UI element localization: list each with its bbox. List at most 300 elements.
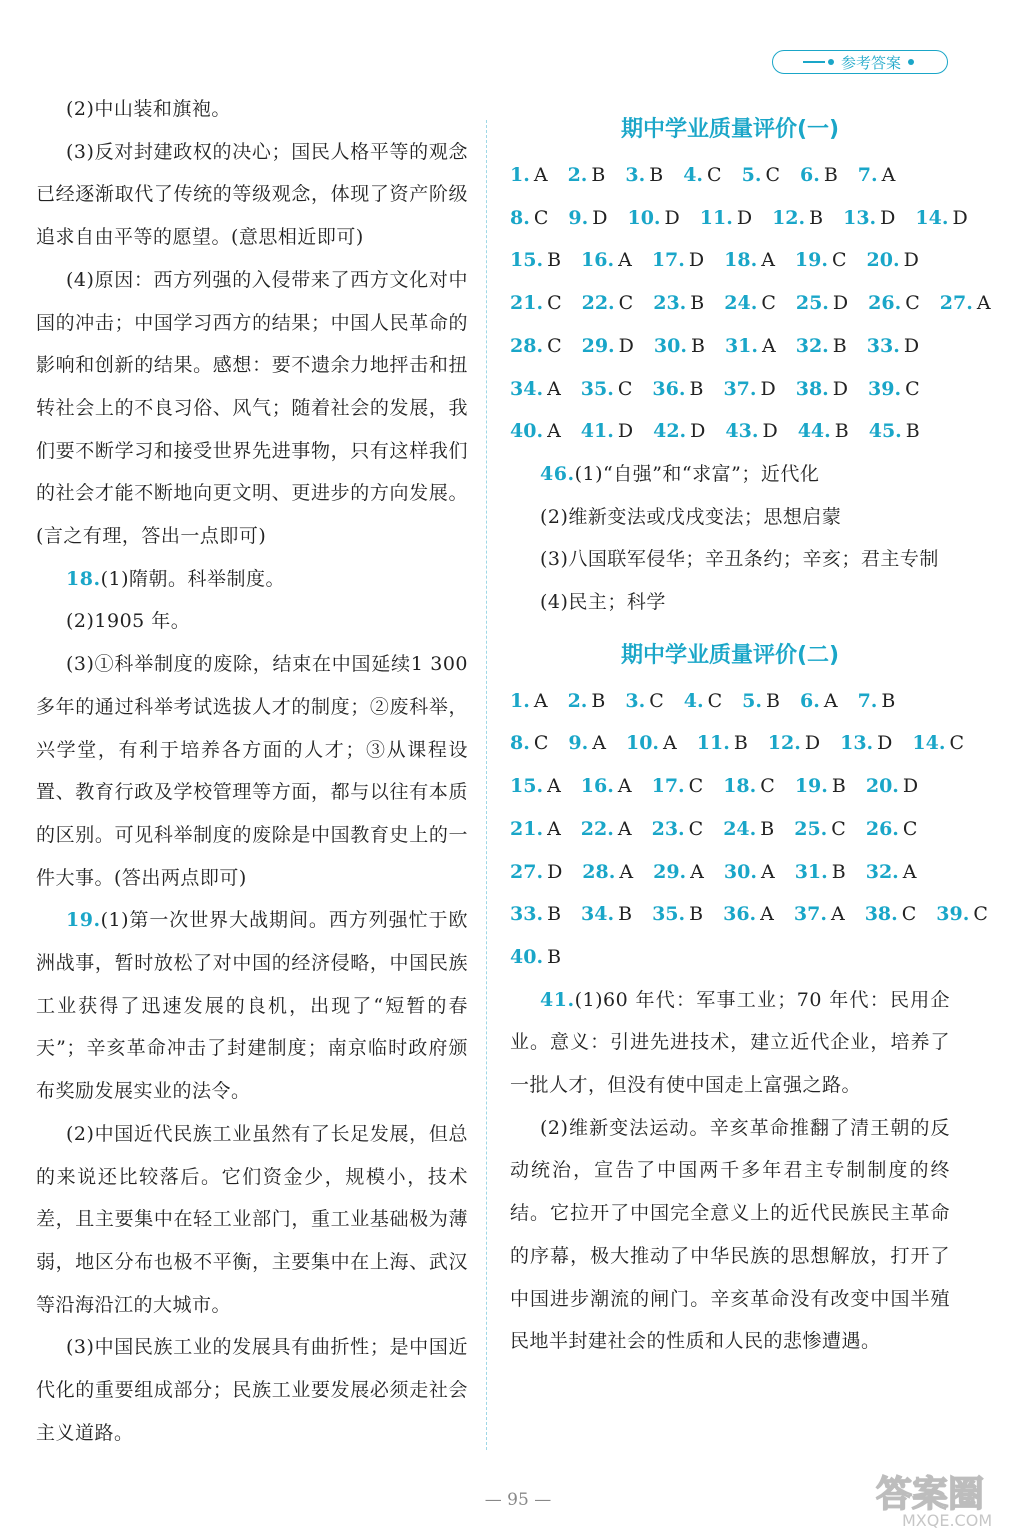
answer-letter: D [804, 732, 821, 755]
answer-letter: B [881, 689, 896, 712]
answer-letter: C [688, 817, 704, 840]
mc-row [510, 851, 950, 894]
mc-answer [723, 808, 774, 851]
answer-letter: B [690, 334, 705, 357]
mc-answer [725, 325, 776, 368]
answer-letter: C [760, 775, 775, 798]
question-number: 11. [699, 206, 733, 229]
question-number: 12. [767, 732, 801, 755]
mc-row [510, 368, 950, 411]
answer-letter: B [591, 164, 606, 186]
question-number: 15. [510, 775, 544, 798]
section-header-badge [772, 50, 948, 74]
question-number: 39. [868, 377, 902, 400]
mc-answer [912, 722, 964, 765]
answer-letter: C [765, 164, 780, 186]
question-number: 3. [625, 689, 646, 712]
mc-answer [800, 154, 838, 197]
answer-letter: A [547, 817, 561, 840]
answer-letter: C [533, 206, 549, 229]
answer-letter: A [533, 689, 548, 712]
answer-letter: B [591, 689, 606, 712]
answer-letter: D [902, 775, 919, 798]
answer-text: (4)民主；科学 [540, 591, 666, 614]
question-number: 15. [510, 249, 544, 272]
question-number: 21. [510, 292, 544, 315]
mc-answer [568, 197, 607, 240]
answer-letter: D [736, 206, 753, 229]
question-number: 6. [799, 164, 820, 186]
answer-letter: D [762, 420, 778, 443]
answer-letter: A [902, 860, 917, 883]
question-number: 32. [865, 860, 899, 883]
question-number: 13. [840, 732, 874, 755]
answer-letter: A [547, 420, 561, 443]
mc-answer [510, 808, 561, 851]
question-number: 26. [868, 292, 902, 315]
answer-letter: B [809, 206, 824, 229]
mc-row [510, 239, 950, 282]
question-number: 25. [795, 292, 829, 315]
answer-paragraph [36, 558, 468, 601]
mc-answer [625, 154, 663, 197]
answer-letter: C [547, 292, 562, 315]
mc-answer [581, 808, 632, 851]
answer-paragraph [510, 581, 950, 624]
answer-letter: D [903, 249, 919, 272]
mc-answers-2 [510, 680, 988, 979]
mc-answer [568, 154, 606, 197]
answer-letter: D [688, 249, 705, 272]
mc-answer [868, 282, 920, 325]
question-number: 5. [742, 689, 763, 712]
answer-letter: C [688, 775, 704, 798]
question-number: 4. [683, 689, 704, 712]
mc-row [510, 197, 968, 240]
mc-answer [866, 808, 918, 851]
answer-letter: C [902, 817, 918, 840]
answer-letter: D [832, 377, 849, 400]
mc-answer [869, 410, 920, 453]
question-number: 4. [683, 164, 704, 186]
answer-letter: B [618, 903, 633, 926]
answer-text: (1)“自强”和“求富”；近代化 [574, 462, 820, 485]
answer-text: (3)①科举制度的废除，结束在中国延续1 300多年的通过科举考试选拔人才的制度；②废科举，兴学堂，有利于培养各方面的人才；③从课程设置、教育行政及学校管理等方面，都与以往有本质的区别。可见科举制度的废除是中国教育史上的一件大事。(答出两点即可) [36, 653, 468, 889]
mc-answer [724, 282, 776, 325]
answer-letter: B [831, 775, 846, 798]
mc-answer [653, 851, 704, 894]
answer-letter: A [617, 817, 632, 840]
answer-letter: C [905, 292, 920, 315]
answer-text: (3)八国联军侵华；辛丑条约；辛亥；君主专制 [540, 548, 939, 571]
question-number: 16. [580, 775, 614, 798]
mc-answer [652, 808, 704, 851]
mc-answer [510, 722, 548, 765]
mc-answer [582, 282, 634, 325]
question-number: 17. [651, 775, 685, 798]
answer-letter: D [760, 377, 776, 400]
answer-text: (1)第一次世界大战期间。西方列强忙于欧洲战事，暂时放松了对中国的经济侵略，中国民族工业获得了迅速发展的良机，出现了“短暂的春天”；辛亥革命冲击了封建制度；南京临时政府颁布奖励发展实业的法令。 [36, 909, 468, 1103]
answer-letter: A [547, 775, 561, 798]
mc-answer [700, 197, 752, 240]
question-number: 23. [651, 817, 685, 840]
answer-letter: A [823, 689, 838, 712]
header-dot-right [908, 59, 914, 65]
mc-answer [796, 368, 848, 411]
question-number: 33. [866, 334, 900, 357]
mc-answer [858, 680, 896, 723]
answer-letter: B [831, 860, 846, 883]
answer-text: (2)维新变法运动。辛亥革命推翻了清王朝的反动统治，宣告了中国两千多年君主专制制度的终结。它拉开了中国完全意义上的近代民族民主革命的序幕，极大推动了中华民族的思想解放，打开了中国进步潮流的闸门。辛亥革命没有改变中国半殖民地半封建社会的性质和人民的悲惨遭遇。 [510, 1116, 950, 1353]
answers-paragraphs-1 [510, 453, 950, 624]
question-number: 33. [510, 903, 544, 926]
answer-paragraph [36, 259, 468, 558]
mc-answer [742, 154, 780, 197]
mc-answer [653, 410, 705, 453]
svg-text:答案圈: 答案圈 [876, 1474, 985, 1515]
question-number: 30. [653, 334, 687, 357]
answer-letter: D [880, 206, 896, 229]
mc-answer [794, 893, 845, 936]
question-number: 29. [581, 334, 615, 357]
answer-paragraph [510, 979, 950, 1107]
answer-text: (3)反对封建政权的决心；国民人格平等的观念已经逐渐取代了传统的等级观念，体现了资产阶级追求自由平等的愿望。(意思相近即可) [36, 140, 468, 249]
question-number: 1. [510, 164, 530, 186]
answer-paragraph [36, 1113, 468, 1327]
mc-answer [840, 722, 892, 765]
mc-answer [510, 851, 562, 894]
answer-letter: C [617, 377, 633, 400]
answer-text: (2)维新变法或戊戌变法；思想启蒙 [540, 505, 842, 528]
section-title-1: 期中学业质量评价(一) [620, 117, 840, 142]
mc-row [510, 722, 964, 765]
answer-letter: A [533, 164, 548, 186]
question-number: 2. [567, 689, 588, 712]
answer-letter: B [766, 689, 780, 712]
answer-letter: C [973, 903, 988, 926]
question-number: 11. [696, 732, 730, 755]
answer-letter: B [834, 420, 849, 443]
question-number: 19. [66, 909, 101, 932]
question-number: 20. [866, 249, 900, 272]
mc-answer [866, 851, 917, 894]
mc-answer [697, 722, 748, 765]
header-line-left [803, 61, 825, 63]
mc-answer [723, 893, 774, 936]
answer-letter: B [649, 164, 664, 186]
mc-answer [652, 239, 704, 282]
answer-letter: B [905, 420, 920, 443]
question-number: 16. [581, 249, 615, 272]
mc-row [510, 410, 950, 453]
mc-answer [723, 368, 775, 411]
question-number: 21. [510, 817, 544, 840]
mc-answer [510, 282, 562, 325]
mc-answer [510, 680, 548, 723]
answer-letter: C [831, 249, 847, 272]
answer-letter: D [617, 420, 634, 443]
question-number: 34. [581, 903, 615, 926]
answer-letter: D [664, 206, 680, 229]
question-number: 43. [725, 420, 759, 443]
question-number: 8. [510, 732, 530, 755]
question-number: 46. [540, 462, 575, 485]
answer-paragraph [510, 538, 950, 581]
question-number: 41. [540, 988, 575, 1011]
watermark-logo [872, 1470, 1022, 1530]
answer-letter: D [832, 292, 849, 315]
mc-answer [652, 368, 703, 411]
question-number: 27. [939, 292, 973, 315]
answer-letter: B [689, 903, 704, 926]
mc-answer [568, 722, 606, 765]
mc-row [510, 282, 991, 325]
answer-letter: A [619, 860, 634, 883]
mc-answer [582, 325, 634, 368]
question-number: 38. [864, 903, 898, 926]
mc-answer [510, 368, 561, 411]
question-number: 42. [653, 420, 687, 443]
mc-answer [868, 368, 920, 411]
mc-answer [768, 722, 820, 765]
question-number: 14. [912, 732, 946, 755]
answer-text: (2)中山装和旗袍。 [66, 98, 231, 120]
mc-answer [510, 410, 561, 453]
question-number: 37. [793, 903, 827, 926]
mc-answer [627, 197, 679, 240]
mc-answer [795, 851, 846, 894]
mc-answer [867, 325, 919, 368]
answer-letter: A [617, 775, 632, 798]
question-number: 25. [794, 817, 828, 840]
question-number: 36. [723, 903, 757, 926]
question-number: 3. [625, 164, 646, 186]
mc-answer [858, 154, 896, 197]
answer-text: (1)60 年代：军事工业；70 年代：民用企业。意义：引进先进技术，建立近代企业，培养了一批人才，但没有使中国走上富强之路。 [510, 988, 950, 1097]
question-number: 5. [741, 164, 762, 186]
question-number: 14. [915, 206, 949, 229]
question-number: 34. [510, 377, 544, 400]
mc-answer [796, 325, 847, 368]
mc-answer [772, 197, 823, 240]
mc-row [510, 893, 988, 936]
mc-answer [683, 154, 721, 197]
answer-letter: C [707, 164, 722, 186]
mc-answer [581, 410, 633, 453]
mc-answer [724, 239, 775, 282]
answer-paragraph [510, 496, 950, 539]
question-number: 29. [653, 860, 687, 883]
mc-answer [742, 680, 780, 723]
answer-paragraph [36, 88, 468, 131]
mc-answer [794, 808, 846, 851]
question-number: 8. [510, 206, 530, 229]
mc-row [510, 765, 950, 808]
question-number: 7. [857, 164, 878, 186]
answer-letter: C [618, 292, 634, 315]
answer-letter: A [760, 903, 774, 926]
question-number: 23. [653, 292, 687, 315]
answer-letter: D [877, 732, 893, 755]
mc-answer [581, 368, 633, 411]
mc-answer [723, 765, 775, 808]
page-number: — 95 — [484, 1490, 552, 1510]
question-number: 40. [510, 420, 544, 443]
mc-answer [865, 893, 917, 936]
question-number: 31. [794, 860, 828, 883]
mc-answer [625, 680, 663, 723]
question-number: 12. [772, 206, 806, 229]
question-number: 24. [723, 817, 757, 840]
mc-answer [510, 239, 561, 282]
question-number: 37. [723, 377, 757, 400]
question-number: 36. [652, 377, 686, 400]
answer-paragraph [36, 1326, 468, 1454]
answer-letter: B [733, 732, 748, 755]
answer-letter: C [901, 903, 917, 926]
question-number: 22. [580, 817, 614, 840]
mc-answer [866, 765, 918, 808]
mc-answer [510, 197, 548, 240]
question-number: 22. [581, 292, 615, 315]
answer-paragraph [510, 453, 950, 496]
mc-answer [684, 680, 722, 723]
answer-letter: B [547, 903, 562, 926]
question-number: 45. [868, 420, 902, 443]
answer-paragraph [36, 899, 468, 1113]
answer-letter: C [761, 292, 776, 315]
mc-answer [796, 282, 848, 325]
answer-letter: D [903, 334, 920, 357]
answer-letter: A [762, 334, 776, 357]
answer-text: (4)原因：西方列强的入侵带来了西方文化对中国的冲击；中国学习西方的结果；中国人民革命的影响和创新的结果。感想：要不遗余力地抨击和扭转社会上的不良习俗、风气；随着社会的发展，我们要不断学习和接受世界先进事物，只有这样我们的社会才能不断地向更文明、更进步的方向发展。(言之有理，答出一点即可) [36, 268, 468, 548]
question-number: 32. [795, 334, 829, 357]
mc-row [510, 154, 950, 197]
question-number: 10. [625, 732, 660, 755]
question-number: 18. [724, 249, 758, 272]
question-number: 26. [865, 817, 899, 840]
answer-letter: A [547, 377, 561, 400]
mc-answer [795, 239, 847, 282]
mc-answer [510, 893, 561, 936]
question-number: 6. [799, 689, 820, 712]
answer-letter: B [547, 945, 562, 968]
mc-answer [653, 282, 704, 325]
answer-letter: C [949, 732, 964, 755]
question-number: 30. [723, 860, 757, 883]
question-number: 40. [510, 945, 544, 968]
question-number: 35. [580, 377, 614, 400]
mc-answer [915, 197, 967, 240]
question-number: 35. [652, 903, 686, 926]
answer-letter: C [905, 377, 920, 400]
mc-row [510, 936, 950, 979]
question-number: 1. [510, 689, 530, 712]
answer-paragraph [36, 131, 468, 259]
question-number: 28. [582, 860, 616, 883]
mc-answer [510, 154, 548, 197]
answer-letter: A [663, 732, 677, 755]
answer-letter: C [533, 732, 549, 755]
answer-text: (3)中国民族工业的发展具有曲折性；是中国近代化的重要组成部分；民族工业要发展必须走社会主义道路。 [36, 1336, 468, 1444]
mc-answer [582, 851, 633, 894]
answer-letter: D [690, 420, 706, 443]
answer-letter: A [881, 164, 896, 186]
mc-answer [568, 680, 606, 723]
mc-answer [798, 410, 849, 453]
answer-letter: D [952, 206, 968, 229]
question-number: 10. [627, 206, 661, 229]
answer-paragraph [36, 643, 468, 899]
answer-letter: C [831, 817, 846, 840]
answer-letter: B [689, 377, 704, 400]
question-number: 39. [936, 903, 970, 926]
question-number: 18. [66, 567, 101, 590]
mc-answer [581, 239, 632, 282]
question-number: 2. [567, 164, 588, 186]
mc-answer [800, 680, 838, 723]
answer-text: (2)中国近代民族工业虽然有了长足发展，但总的来说还比较落后。它们资金少，规模小，技术差，且主要集中在轻工业部门，重工业基础极为薄弱，地区分布也极不平衡，主要集中在上海、武汉等沿海沿江的大城市。 [36, 1122, 468, 1316]
mc-answer [581, 893, 632, 936]
answer-letter: C [707, 689, 723, 712]
question-number: 41. [580, 420, 614, 443]
question-number: 13. [843, 206, 877, 229]
answer-letter: A [830, 903, 845, 926]
mc-answer [510, 325, 562, 368]
answer-letter: D [547, 860, 563, 883]
mc-answer [510, 765, 561, 808]
mc-answer [652, 765, 704, 808]
answer-letter: B [832, 334, 847, 357]
answer-letter: B [823, 164, 838, 186]
answer-letter: A [618, 249, 632, 272]
question-number: 20. [865, 775, 899, 798]
question-number: 31. [724, 334, 758, 357]
question-number: 7. [857, 689, 878, 712]
mc-row [510, 808, 950, 851]
question-number: 44. [797, 420, 831, 443]
question-number: 9. [568, 732, 589, 755]
header-label: 参考答案 [840, 53, 901, 72]
answer-text: (1)隋朝。科举制度。 [100, 567, 285, 590]
mc-answer [626, 722, 677, 765]
mc-answer [510, 936, 561, 979]
answer-letter: B [690, 292, 705, 315]
mc-answer [652, 893, 703, 936]
answers-paragraphs-2 [510, 979, 950, 1363]
mc-answer [843, 197, 895, 240]
answer-letter: B [547, 249, 562, 272]
question-number: 24. [724, 292, 758, 315]
question-number: 17. [651, 249, 685, 272]
mc-answer [867, 239, 919, 282]
answer-letter: A [592, 732, 606, 755]
mc-answer [581, 765, 632, 808]
answer-letter: A [761, 249, 775, 272]
svg-text:MXQE.COM: MXQE.COM [902, 1511, 993, 1530]
mc-answer [940, 282, 991, 325]
right-column [510, 112, 991, 1363]
mc-answer [725, 410, 777, 453]
answer-paragraph [36, 600, 468, 643]
section-title-2: 期中学业质量评价(二) [620, 642, 840, 668]
answer-paragraph [510, 1107, 950, 1363]
mc-answer [795, 765, 846, 808]
answer-letter: B [760, 817, 775, 840]
answer-letter: A [760, 860, 775, 883]
question-number: 19. [794, 775, 828, 798]
question-number: 38. [795, 377, 829, 400]
